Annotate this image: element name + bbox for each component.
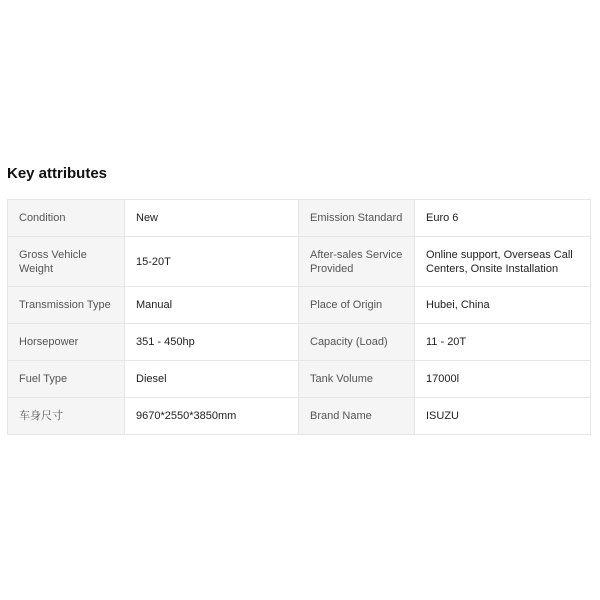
- attribute-value: 11 - 20T: [415, 324, 591, 361]
- table-row: [8, 398, 591, 435]
- table-row: [8, 324, 591, 361]
- attribute-name: Horsepower: [8, 324, 125, 361]
- attribute-value: 15-20T: [125, 237, 299, 287]
- attribute-value: ISUZU: [415, 398, 591, 435]
- attribute-name: Brand Name: [299, 398, 415, 435]
- attribute-name: Gross Vehicle Weight: [8, 237, 125, 287]
- attribute-value: 17000l: [415, 361, 591, 398]
- attribute-value: 351 - 450hp: [125, 324, 299, 361]
- attributes-table: [7, 199, 591, 435]
- table-row: [8, 237, 591, 287]
- attribute-name: Place of Origin: [299, 287, 415, 324]
- key-attributes-section: [7, 165, 590, 422]
- attribute-name: Fuel Type: [8, 361, 125, 398]
- table-row: [8, 200, 591, 237]
- attribute-name: Emission Standard: [299, 200, 415, 237]
- attribute-value: Hubei, China: [415, 287, 591, 324]
- attribute-value: New: [125, 200, 299, 237]
- attribute-value: Online support, Overseas Call Centers, Onsite Installation: [415, 237, 591, 287]
- table-row: [8, 361, 591, 398]
- table-row: [8, 287, 591, 324]
- attribute-name: Transmission Type: [8, 287, 125, 324]
- attribute-name: Condition: [8, 200, 125, 237]
- section-title: Key attributes: [7, 165, 108, 182]
- attribute-name: Tank Volume: [299, 361, 415, 398]
- attribute-value: Euro 6: [415, 200, 591, 237]
- attribute-value: 9670*2550*3850mm: [125, 398, 299, 435]
- attribute-value: Manual: [125, 287, 299, 324]
- attribute-name: 车身尺寸: [8, 398, 125, 435]
- attribute-name: Capacity (Load): [299, 324, 415, 361]
- attribute-name: After-sales Service Provided: [299, 237, 415, 287]
- attribute-value: Diesel: [125, 361, 299, 398]
